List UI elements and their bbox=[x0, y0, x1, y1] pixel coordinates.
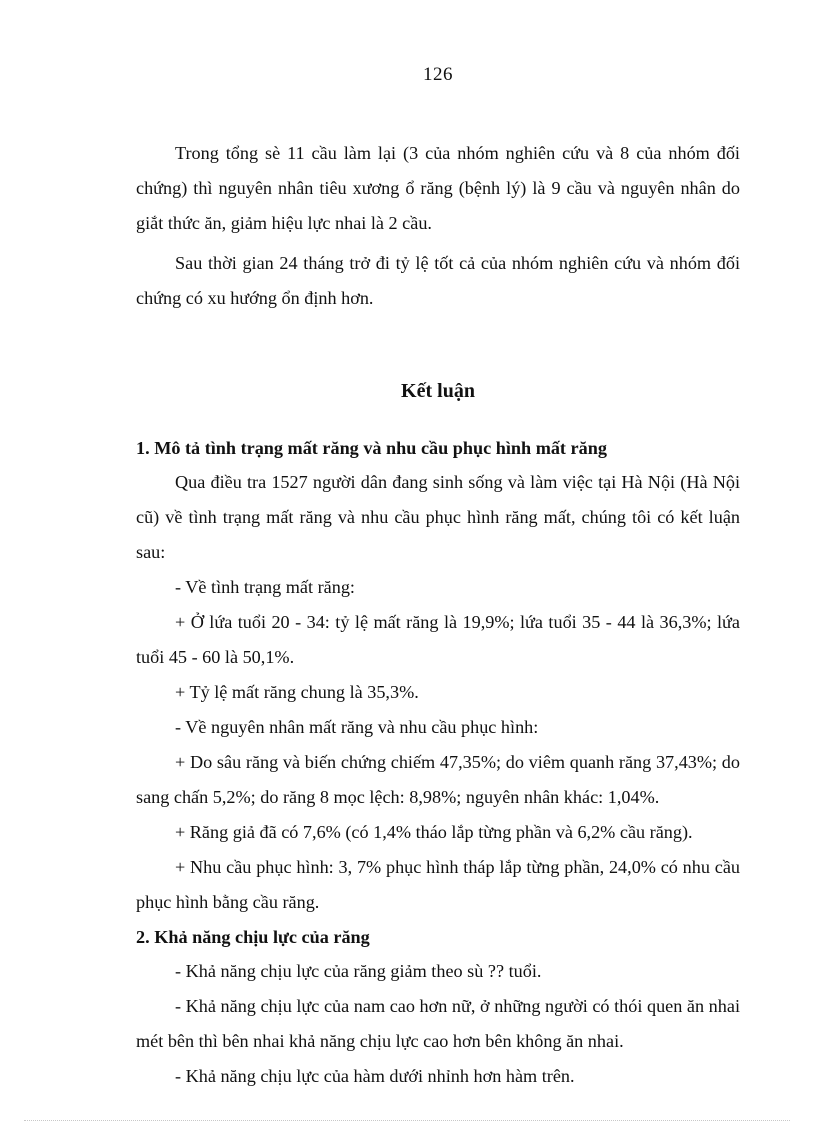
page-number: 126 bbox=[423, 64, 453, 85]
section1-item: + Nhu cầu phục hình: 3, 7% phục hình tháp lắp từng phần, 24,0% có nhu cầu phục hình bằng cầu răng. bbox=[136, 857, 740, 912]
section1-item: + Ở lứa tuổi 20 - 34: tỷ lệ mất răng là 19,9%; lứa tuổi 35 - 44 là 36,3%; lứa tuổi 45 - 60 là 50,1%. bbox=[136, 612, 740, 667]
intro-paragraph-1: Trong tổng sè 11 cầu làm lại (3 của nhóm nghiên cứu và 8 của nhóm đối chứng) thì nguyên nhân tiêu xương ổ răng (bệnh lý) là 9 cầu và nguyên nhân do giắt thức ăn, giảm hiệu lực nhai là 2 cầu. bbox=[136, 143, 740, 233]
section1-heading: 1. Mô tả tình trạng mất răng và nhu cầu phục hình mất răng bbox=[136, 438, 607, 458]
section2-heading: 2. Khả năng chịu lực của răng bbox=[136, 927, 370, 947]
section2-item: - Khả năng chịu lực của răng giảm theo sù ?? tuổi. bbox=[175, 961, 542, 981]
section1-paragraph: Qua điều tra 1527 người dân đang sinh sống và làm việc tại Hà Nội (Hà Nội cũ) về tình trạng mất răng và nhu cầu phục hình răng mất, chúng tôi có kết luận sau: bbox=[136, 472, 740, 562]
section2-item: - Khả năng chịu lực của hàm dưới nhỉnh hơn hàm trên. bbox=[175, 1066, 575, 1086]
section2-item: - Khả năng chịu lực của nam cao hơn nữ, ở những người có thói quen ăn nhai mét bên thì bên nhai khả năng chịu lực cao hơn bên không ăn nhai. bbox=[136, 996, 740, 1051]
section1-item: - Về nguyên nhân mất răng và nhu cầu phục hình: bbox=[175, 717, 539, 737]
section1-item: + Răng giả đã có 7,6% (có 1,4% tháo lắp từng phần và 6,2% cầu răng). bbox=[175, 822, 693, 842]
section1-item: + Tỷ lệ mất răng chung là 35,3%. bbox=[175, 682, 419, 702]
document-body bbox=[136, 136, 740, 1094]
intro-paragraph-2: Sau thời gian 24 tháng trở đi tỷ lệ tốt cả của nhóm nghiên cứu và nhóm đối chứng có xu hướng ổn định hơn. bbox=[136, 253, 740, 308]
section1-item: + Do sâu răng và biến chứng chiếm 47,35%; do viêm quanh răng 37,43%; do sang chấn 5,2%; do răng 8 mọc lệch: 8,98%; nguyên nhân khác: 1,04%. bbox=[136, 752, 740, 807]
section-title: Kết luận bbox=[401, 380, 475, 402]
section1-item: - Về tình trạng mất răng: bbox=[175, 577, 355, 597]
page-bottom-divider bbox=[24, 1120, 790, 1121]
